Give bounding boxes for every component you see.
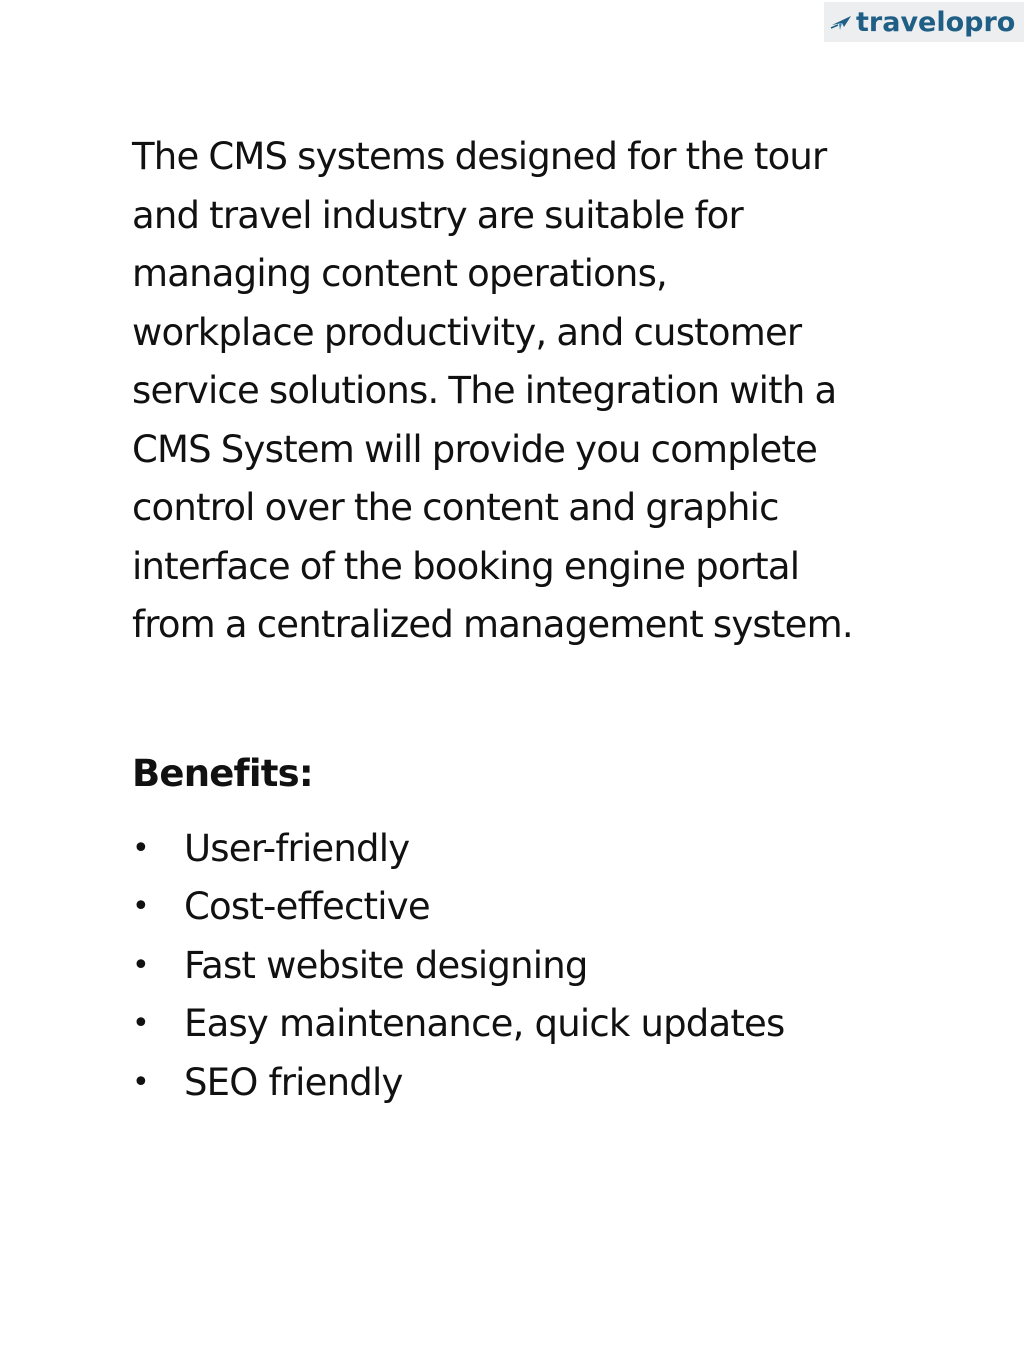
paragraph-line: CMS System will provide you complete xyxy=(132,427,818,471)
logo-text: travelopro xyxy=(856,6,1016,38)
list-item-text: Cost-effective xyxy=(184,885,430,929)
airplane-icon xyxy=(830,12,854,32)
paragraph-line: managing content operations, xyxy=(132,252,668,295)
benefits-heading: Benefits: xyxy=(132,752,313,795)
list-item xyxy=(132,819,785,878)
list-item xyxy=(132,995,785,1054)
list-item-text: Easy maintenance, quick updates xyxy=(184,1002,785,1046)
bullet-icon: • xyxy=(132,889,149,925)
list-item-text: SEO friendly xyxy=(184,1060,403,1104)
bullet-icon: • xyxy=(132,1064,149,1100)
paragraph-line: The CMS systems designed for the tour xyxy=(132,135,827,178)
paragraph-line: workplace productivity, and customer xyxy=(132,310,802,354)
bullet-icon: • xyxy=(132,947,149,983)
paragraph-line: from a centralized management system. xyxy=(132,603,853,646)
travelopro-logo xyxy=(824,2,1024,42)
intro-paragraph xyxy=(132,128,892,655)
paragraph-line: interface of the booking engine portal xyxy=(132,544,800,588)
list-item xyxy=(132,936,785,995)
document-body xyxy=(132,128,892,1104)
list-item xyxy=(132,878,785,937)
paragraph-line: and travel industry are suitable for xyxy=(132,193,743,237)
paragraph-line: service solutions. The integration with a xyxy=(132,369,837,412)
list-item-text: User-friendly xyxy=(184,826,410,870)
list-item-text: Fast website designing xyxy=(184,943,588,987)
benefits-list xyxy=(132,819,785,1112)
bullet-icon: • xyxy=(132,1006,149,1042)
paragraph-line: control over the content and graphic xyxy=(132,486,779,529)
bullet-icon: • xyxy=(132,830,149,866)
list-item xyxy=(132,1053,785,1112)
